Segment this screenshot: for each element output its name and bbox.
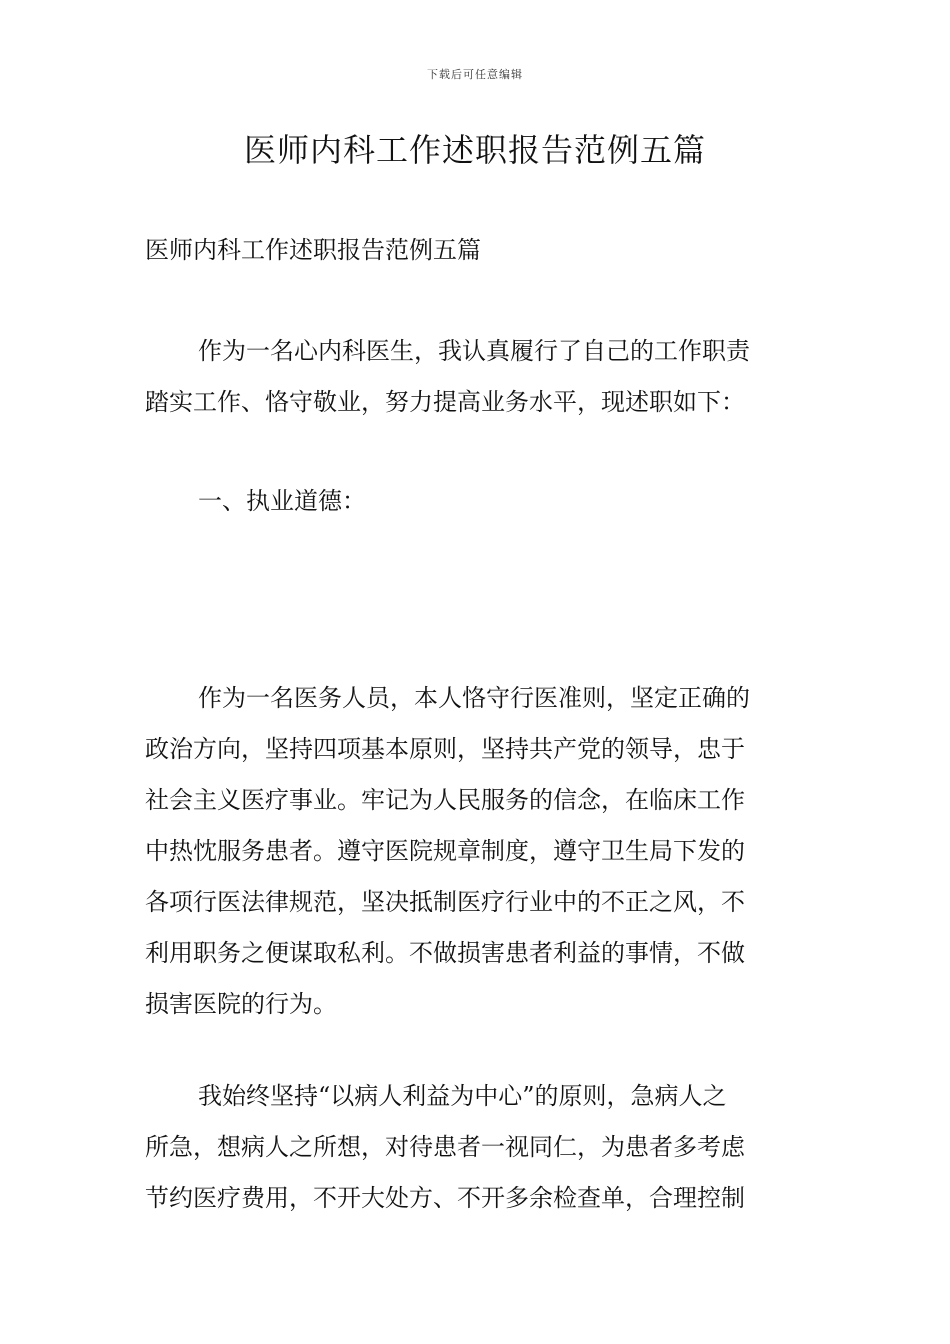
- paragraph-line: 中热忱服务患者。遵守医院规章制度，遵守卫生局下发的: [145, 837, 745, 865]
- document-title: 医师内科工作述职报告范例五篇: [243, 131, 706, 169]
- paragraph-line: 利用职务之便谋取私利。不做损害患者利益的事情，不做: [145, 939, 745, 967]
- paragraph-line: 政治方向，坚持四项基本原则，坚持共产党的领导，忠于: [145, 735, 745, 763]
- paragraph-line: 踏实工作、恪守敬业，努力提高业务水平，现述职如下：: [145, 388, 745, 416]
- header-note: 下载后可任意编辑: [427, 68, 523, 81]
- paragraph-line: 我始终坚持“以病人利益为中心”的原则，急病人之: [198, 1082, 727, 1110]
- document-subtitle: 医师内科工作述职报告范例五篇: [145, 236, 481, 264]
- paragraph-line: 作为一名心内科医生，我认真履行了自己的工作职责: [198, 337, 750, 365]
- paragraph-line: 作为一名医务人员，本人恪守行医准则，坚定正确的: [198, 684, 750, 712]
- paragraph-line: 所急，想病人之所想，对待患者一视同仁，为患者多考虑: [145, 1133, 745, 1161]
- paragraph-line: 节约医疗费用，不开大处方、不开多余检查单，合理控制: [145, 1184, 745, 1212]
- section-heading: [198, 476, 366, 527]
- paragraph-line: 损害医院的行为。: [145, 990, 337, 1018]
- paragraph-line: 各项行医法律规范，坚决抵制医疗行业中的不正之风，不: [145, 888, 745, 916]
- paragraph-line: 社会主义医疗事业。牢记为人民服务的信念，在临床工作: [145, 786, 745, 814]
- patient-centered-paragraph: [145, 1071, 810, 1224]
- intro-paragraph: [145, 326, 810, 428]
- section-heading-text: 一、执业道德：: [198, 487, 366, 515]
- ethics-paragraph: [145, 673, 810, 1030]
